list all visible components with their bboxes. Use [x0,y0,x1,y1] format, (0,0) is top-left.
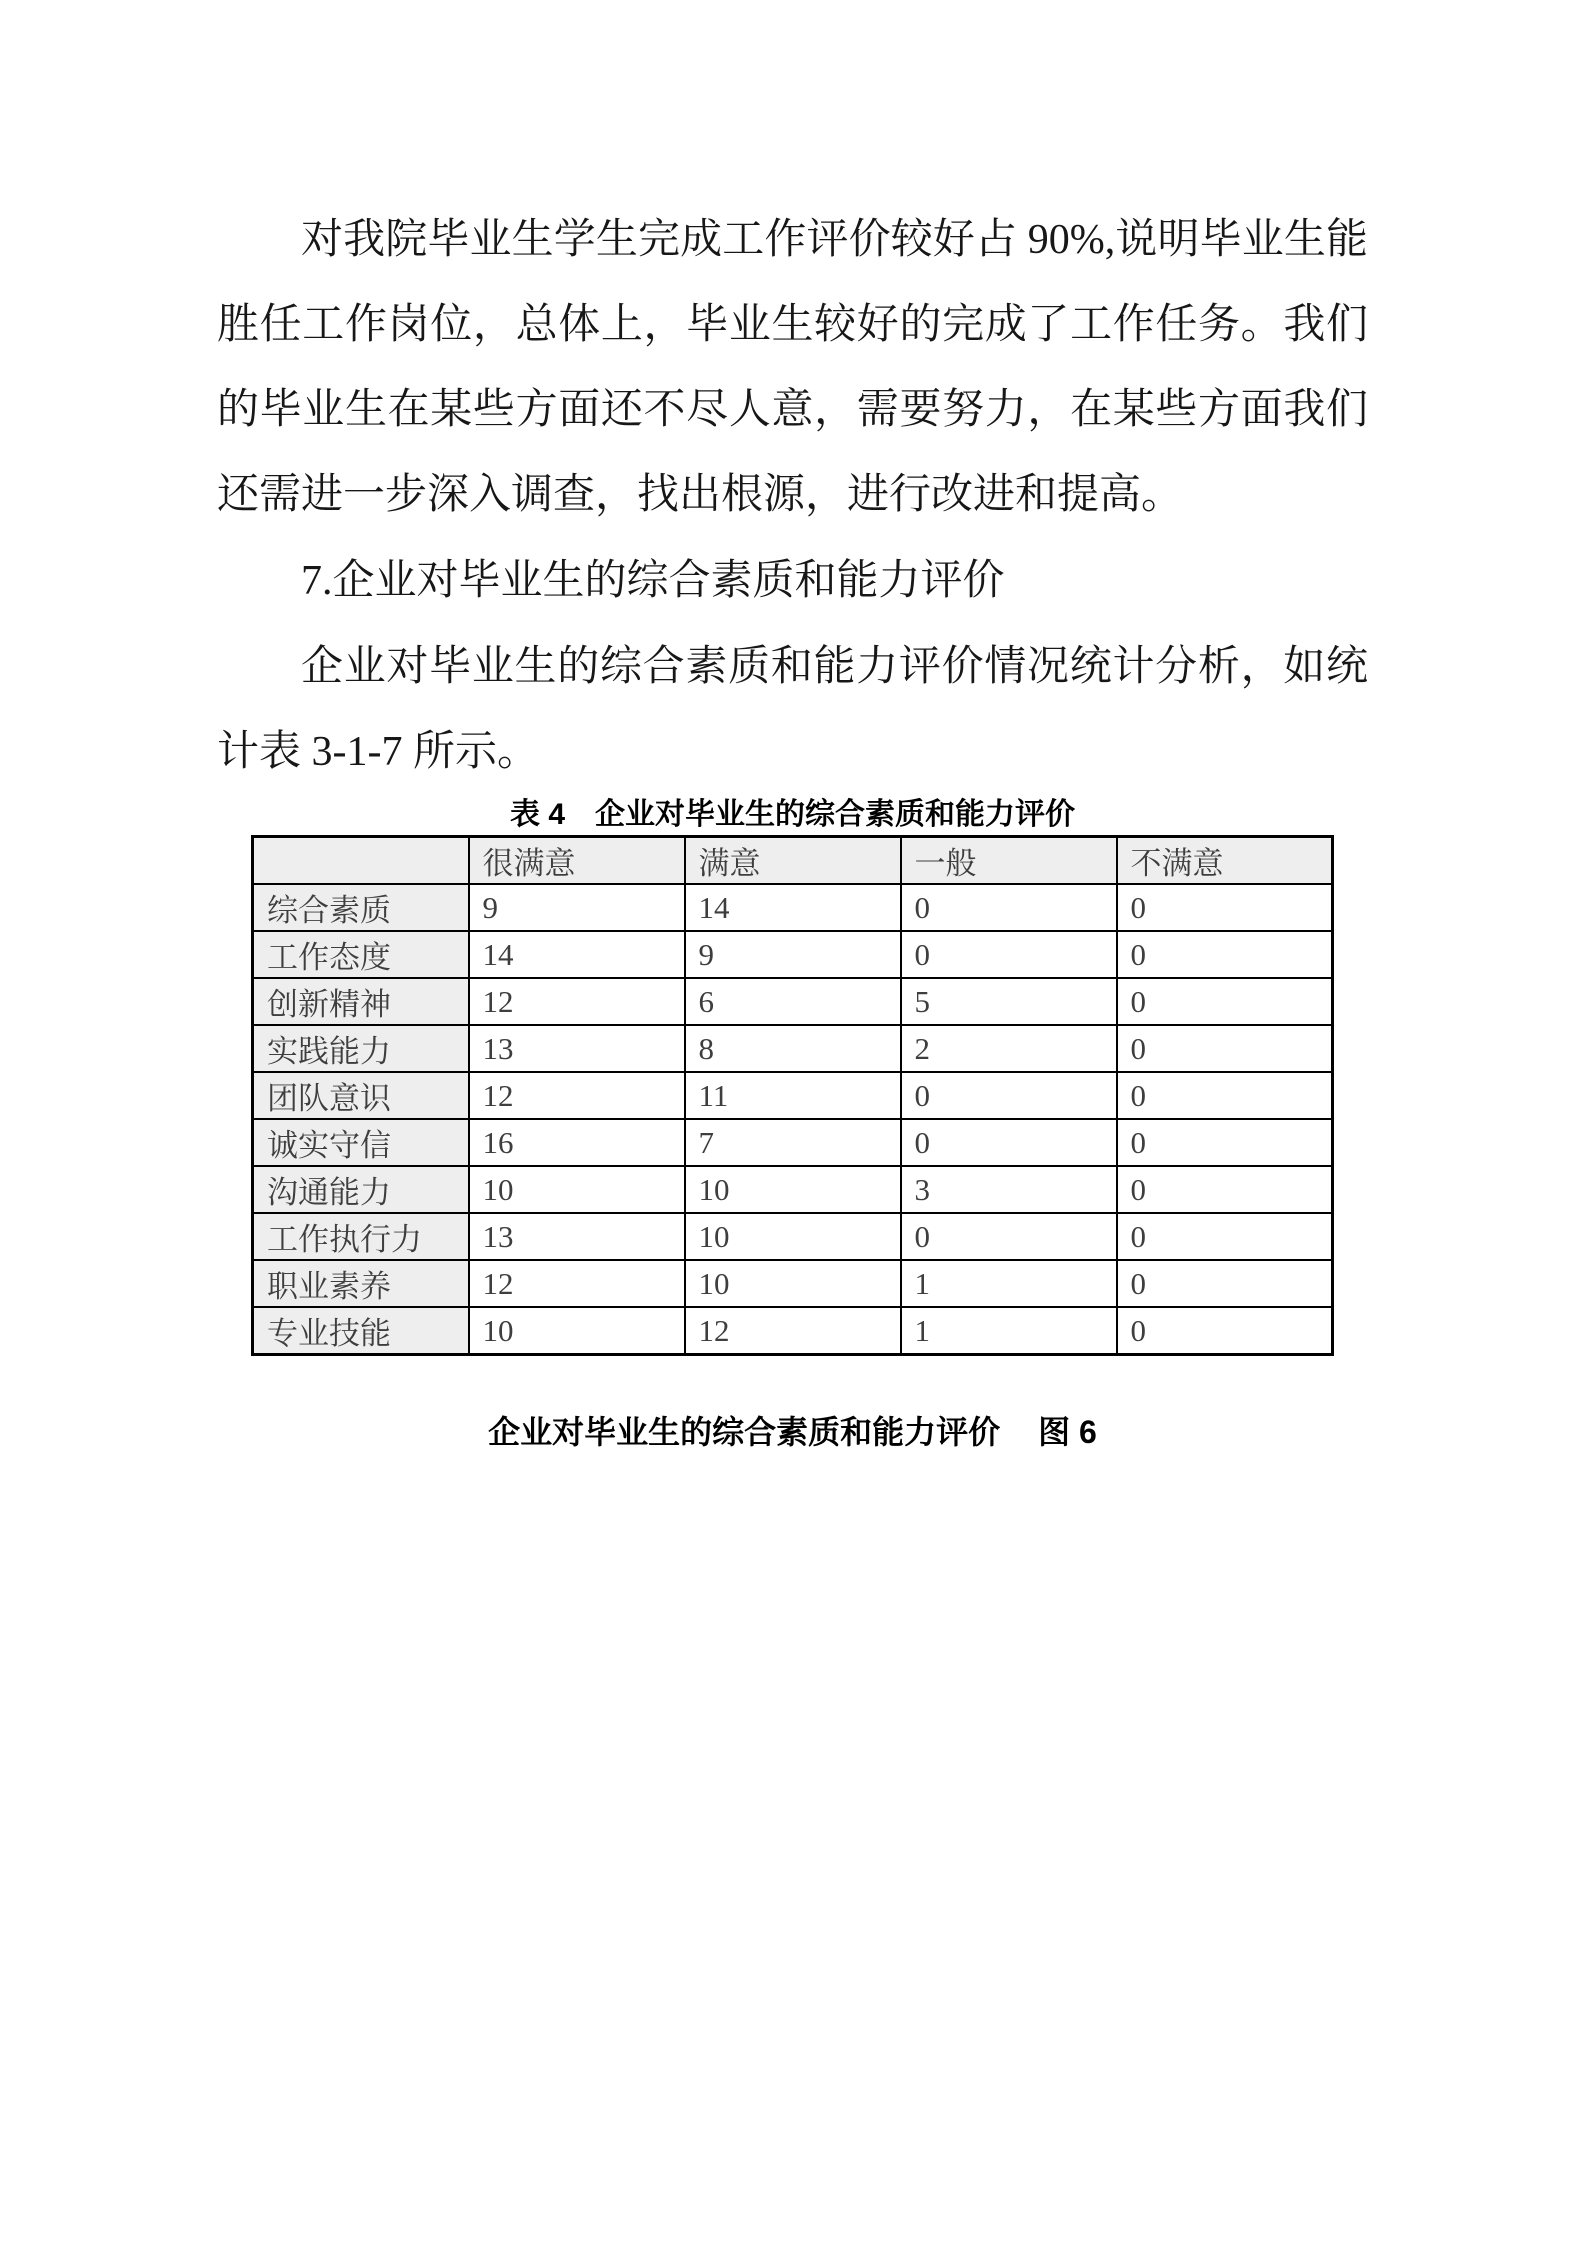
table-cell: 0 [1117,1213,1333,1260]
table-cell: 0 [1117,1119,1333,1166]
table-cell: 0 [1117,1025,1333,1072]
table-row-label: 沟通能力 [253,1166,469,1213]
table-cell: 12 [469,978,685,1025]
table-row-label: 工作态度 [253,931,469,978]
table-header-cell: 一般 [901,837,1117,885]
table-header-cell: 很满意 [469,837,685,885]
table-cell: 12 [469,1260,685,1307]
table-cell: 12 [685,1307,901,1355]
table-cell: 0 [901,1119,1117,1166]
paragraph-1: 对我院毕业生学生完成工作评价较好占 90%,说明毕业生能胜任工作岗位，总体上，毕业生较好的完成了工作任务。我们的毕业生在某些方面还不尽人意，需要努力，在某些方面我们还需进一步深入调查，找出根源，进行改进和提高。 [217,217,1368,518]
table-cell: 10 [685,1166,901,1213]
table-cell: 0 [1117,978,1333,1025]
table-header-cell: 满意 [685,837,901,885]
table-cell: 14 [469,931,685,978]
table-row-label: 团队意识 [253,1072,469,1119]
table-cell: 16 [469,1119,685,1166]
paragraph-2: 企业对毕业生的综合素质和能力评价情况统计分析，如统计表 3-1-7 所示。 [217,644,1368,775]
table-cell: 0 [901,1213,1117,1260]
table-row [253,1260,1333,1307]
table-cell: 0 [1117,1307,1333,1355]
table-row [253,1213,1333,1260]
table-cell: 7 [685,1119,901,1166]
table-cell: 10 [469,1307,685,1355]
table-row-label: 综合素质 [253,884,469,931]
table-row [253,1072,1333,1119]
table-cell: 2 [901,1025,1117,1072]
table-cell: 10 [469,1166,685,1213]
table-cell: 9 [685,931,901,978]
table-row [253,1025,1333,1072]
table-cell: 13 [469,1025,685,1072]
table-cell: 1 [901,1260,1117,1307]
table-cell: 0 [1117,1260,1333,1307]
table-cell: 12 [469,1072,685,1119]
table-cell: 10 [685,1260,901,1307]
table-cell: 8 [685,1025,901,1072]
table-header-cell: 不满意 [1117,837,1333,885]
table-header-row [253,837,1333,885]
figure-caption-text: 企业对毕业生的综合素质和能力评价 [488,1414,1001,1450]
table-row-label: 工作执行力 [253,1213,469,1260]
table-row [253,884,1333,931]
table-cell: 11 [685,1072,901,1119]
table-row [253,1307,1333,1355]
table-cell: 0 [901,931,1117,978]
table-cell: 0 [901,884,1117,931]
table-cell: 1 [901,1307,1117,1355]
table-cell: 5 [901,978,1117,1025]
table-row-label: 创新精神 [253,978,469,1025]
table-cell: 14 [685,884,901,931]
table-cell: 0 [1117,1166,1333,1213]
table-cell: 0 [1117,931,1333,978]
page-content [217,198,1368,1453]
table-cell: 3 [901,1166,1117,1213]
table-row [253,1166,1333,1213]
figure-number-label: 图 6 [1038,1414,1097,1450]
table-row-label: 实践能力 [253,1025,469,1072]
table-cell: 0 [1117,1072,1333,1119]
table-cell: 6 [685,978,901,1025]
evaluation-table [251,835,1334,1356]
table-cell: 10 [685,1213,901,1260]
table-row [253,931,1333,978]
table-caption: 表 4 企业对毕业生的综合素质和能力评价 [509,798,1076,831]
table-cell: 9 [469,884,685,931]
table-row-label: 专业技能 [253,1307,469,1355]
table-header-cell [253,837,469,885]
table-cell: 0 [901,1072,1117,1119]
table-row [253,1119,1333,1166]
table-cell: 13 [469,1213,685,1260]
table-row-label: 职业素养 [253,1260,469,1307]
section-heading: 7.企业对毕业生的综合素质和能力评价 [301,558,1005,604]
figure-caption [217,1411,1368,1453]
table-row-label: 诚实守信 [253,1119,469,1166]
table-row [253,978,1333,1025]
table-cell: 0 [1117,884,1333,931]
